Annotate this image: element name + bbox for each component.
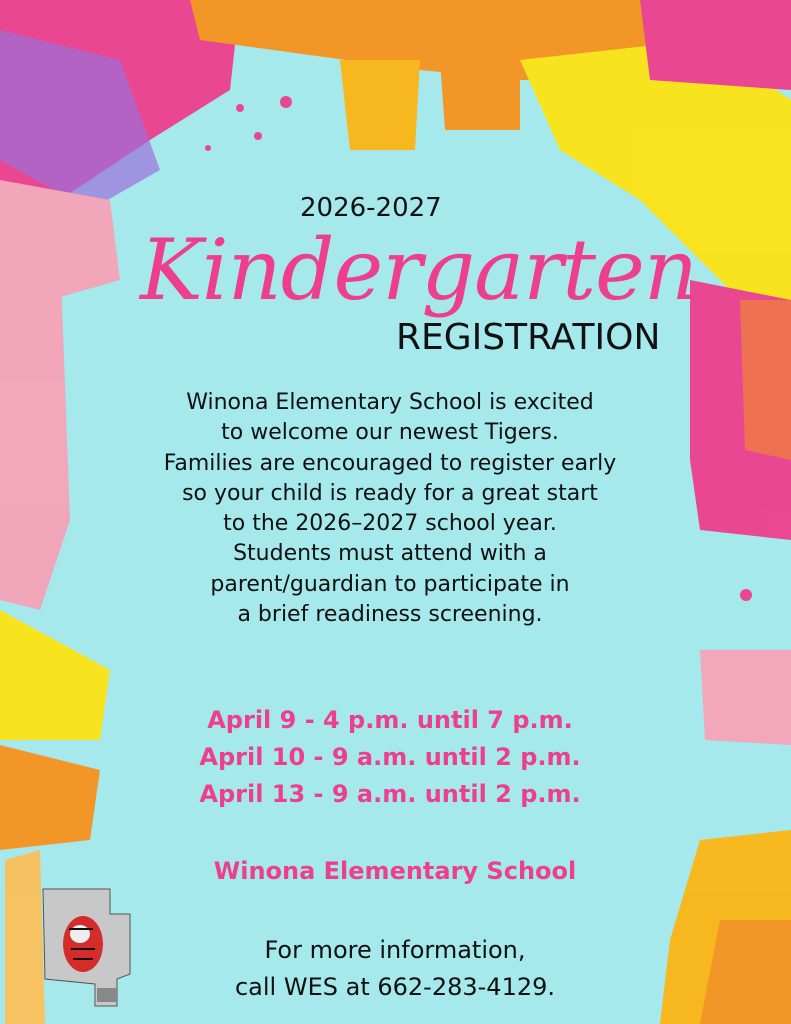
description-line: Families are encouraged to register early	[163, 450, 617, 476]
description-line: a brief readiness screening.	[237, 602, 543, 628]
registration-dates	[100, 702, 680, 813]
date-item: April 10 - 9 a.m. until 2 p.m.	[199, 743, 581, 771]
description-line: to welcome our newest Tigers.	[221, 420, 559, 446]
date-item: April 13 - 9 a.m. until 2 p.m.	[199, 780, 581, 808]
tiger-icon	[63, 916, 103, 972]
contact-line: call WES at 662-283-4129.	[234, 973, 555, 1001]
description-line: to the 2026–2027 school year.	[223, 511, 557, 537]
school-year: 2026-2027	[300, 193, 442, 223]
description-line: so your child is ready for a great start	[182, 480, 598, 506]
page-title: Kindergarten	[140, 221, 697, 319]
location: Winona Elementary School	[213, 857, 577, 885]
description	[100, 388, 680, 630]
description-line: Winona Elementary School is excited	[186, 390, 594, 415]
contact-info	[100, 932, 690, 1006]
page-subtitle: REGISTRATION	[396, 317, 661, 358]
contact-line: For more information,	[264, 936, 526, 964]
district-logo	[35, 884, 145, 1009]
description-line: parent/guardian to participate in	[210, 571, 570, 597]
date-item: April 9 - 4 p.m. until 7 p.m.	[207, 706, 573, 734]
description-line: Students must attend with a	[233, 541, 547, 567]
